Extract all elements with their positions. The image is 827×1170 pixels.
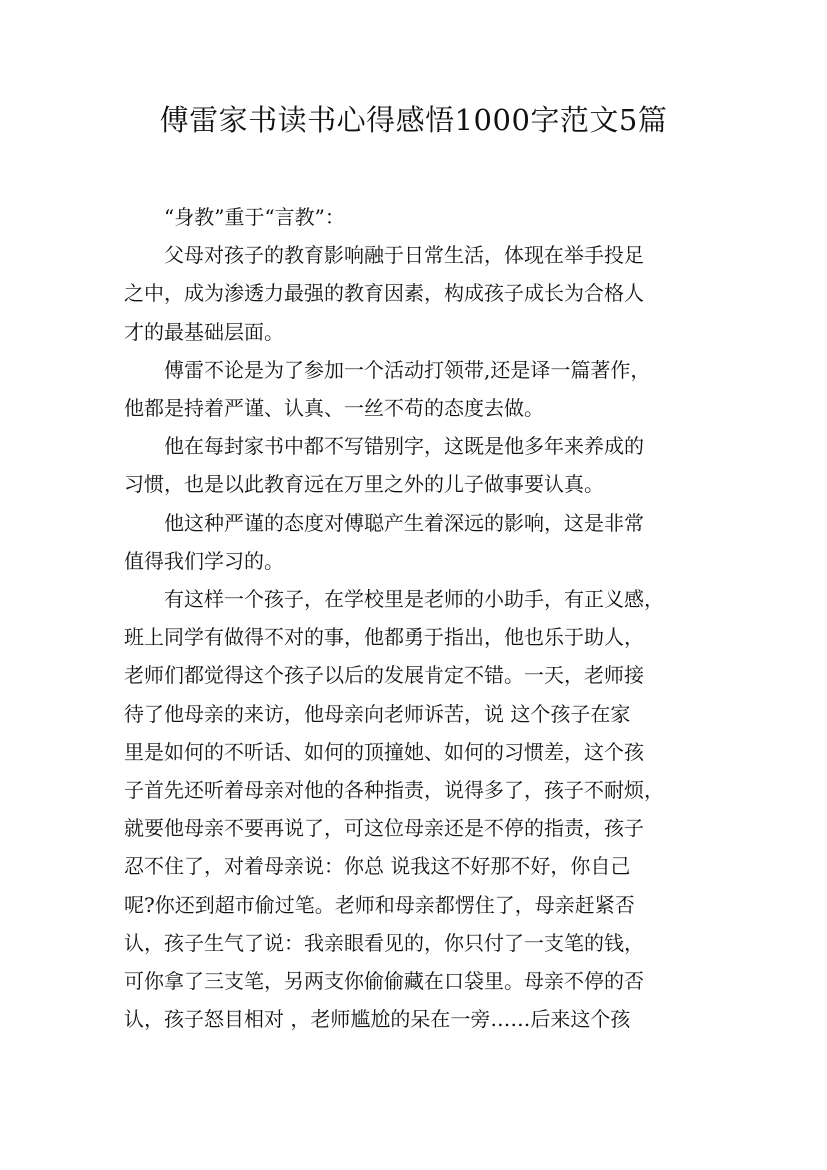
text-line: 傅雷不论是为了参加一个活动打领带,还是译一篇著作， <box>164 357 651 382</box>
text-line: “身教”重于“言教”： <box>164 205 345 229</box>
text-line: 忍不住了，对着母亲说：你总 说我这不好那不好，你自己 <box>124 854 631 879</box>
text-line: 他在每封家书中都不写错别字，这既是他多年来养成的 <box>164 434 644 459</box>
document-title: 傅雷家书读书心得感悟1000字范文5篇 <box>159 103 668 137</box>
paragraph <box>124 504 704 580</box>
paragraph <box>124 580 704 1038</box>
text-line: 老师们都觉得这个孩子以后的发展肯定不错。一天，老师接 <box>124 663 644 688</box>
text-line: 认，孩子生气了说：我亲眼看见的，你只付了一支笔的钱， <box>124 930 644 955</box>
text-line: 才的最基础层面。 <box>124 319 284 344</box>
text-line: 父母对孩子的教育影响融于日常生活，体现在举手投足 <box>164 243 644 268</box>
text-line: 可你拿了三支笔，另两支你偷偷藏在口袋里。母亲不停的否 <box>124 969 644 994</box>
text-line: 值得我们学习的。 <box>124 548 284 573</box>
paragraph <box>124 198 704 236</box>
document-body <box>124 198 704 1038</box>
text-line: 里是如何的不听话、如何的顶撞她、如何的习惯差，这个孩 <box>124 739 644 764</box>
paragraph <box>124 427 704 503</box>
text-line: 他这种严谨的态度对傅聪产生着深远的影响，这是非常 <box>164 510 644 535</box>
paragraph <box>124 351 704 427</box>
text-line: 他都是持着严谨、认真、一丝不苟的态度去做。 <box>124 396 544 421</box>
text-line: 班上同学有做得不对的事，他都勇于指出，他也乐于助人， <box>124 625 644 650</box>
text-line: 呢?你还到超市偷过笔。老师和母亲都愣住了，母亲赶紧否 <box>124 892 635 917</box>
text-line: 之中，成为渗透力最强的教育因素，构成孩子成长为合格人 <box>124 281 644 306</box>
text-line: 子首先还听着母亲对他的各种指责，说得多了，孩子不耐烦， <box>124 778 664 803</box>
text-line: 习惯，也是以此教育远在万里之外的儿子做事要认真。 <box>124 472 604 497</box>
text-line: 就要他母亲不要再说了，可这位母亲还是不停的指责，孩子 <box>124 816 644 841</box>
text-line: 待了他母亲的来访，他母亲向老师诉苦，说 这个孩子在家 <box>124 701 631 726</box>
text-line: 有这样一个孩子，在学校里是老师的小助手，有正义感， <box>164 587 664 612</box>
text-line: 认，孩子怒目相对 ，老师尴尬的呆在一旁……后来这个孩 <box>124 1007 631 1032</box>
paragraph <box>124 236 704 351</box>
